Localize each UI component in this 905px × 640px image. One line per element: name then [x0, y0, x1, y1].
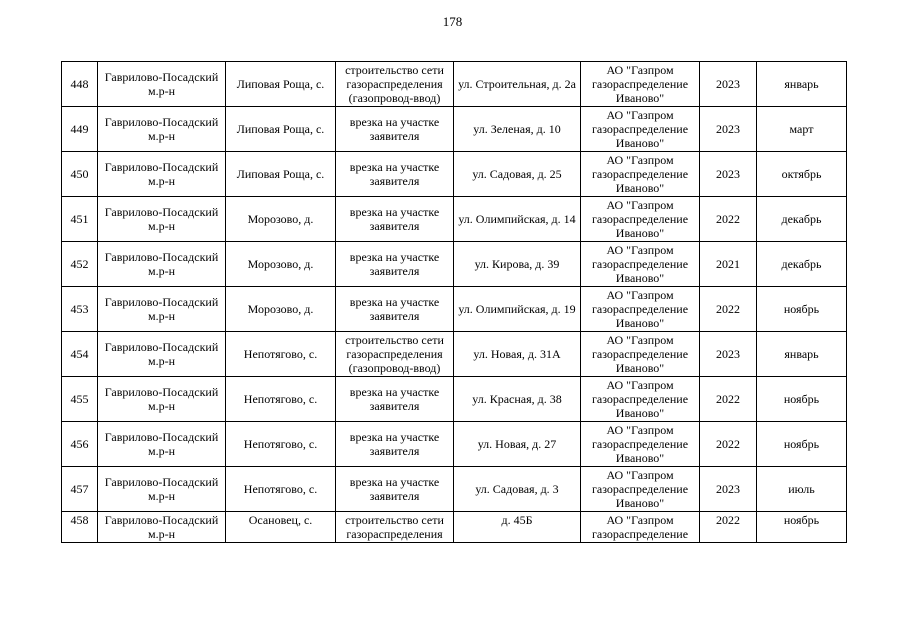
- year-cell: 2023: [700, 467, 757, 512]
- year-cell: 2023: [700, 62, 757, 107]
- year-cell: 2023: [700, 152, 757, 197]
- work-type-cell: врезка на участке заявителя: [336, 287, 454, 332]
- organization-cell: АО "Газпром газораспределение Иваново": [581, 152, 700, 197]
- row-number-cell: 451: [62, 197, 98, 242]
- gasification-table: [61, 61, 847, 543]
- year-cell: 2022: [700, 197, 757, 242]
- settlement-cell: Непотягово, с.: [226, 332, 336, 377]
- settlement-cell: Непотягово, с.: [226, 377, 336, 422]
- page-number: 178: [442, 14, 463, 29]
- organization-cell: АО "Газпром газораспределение Иваново": [581, 62, 700, 107]
- settlement-cell: Липовая Роща, с.: [226, 152, 336, 197]
- organization-cell: АО "Газпром газораспределение Иваново": [581, 332, 700, 377]
- table-row: [62, 512, 847, 543]
- settlement-cell: Липовая Роща, с.: [226, 107, 336, 152]
- table-row: [62, 467, 847, 512]
- organization-cell: АО "Газпром газораспределение Иваново": [581, 467, 700, 512]
- district-cell: Гаврилово-Посадский м.р-н: [98, 197, 226, 242]
- row-number-cell: 458: [62, 512, 98, 543]
- work-type-cell: врезка на участке заявителя: [336, 242, 454, 287]
- table-row: [62, 287, 847, 332]
- month-cell: январь: [757, 332, 847, 377]
- work-type-cell: врезка на участке заявителя: [336, 422, 454, 467]
- table-row: [62, 422, 847, 467]
- address-cell: ул. Садовая, д. 25: [454, 152, 581, 197]
- month-cell: ноябрь: [757, 377, 847, 422]
- address-cell: д. 45Б: [454, 512, 581, 543]
- month-cell: ноябрь: [757, 512, 847, 543]
- organization-cell: АО "Газпром газораспределение Иваново": [581, 422, 700, 467]
- year-cell: 2022: [700, 422, 757, 467]
- organization-cell: АО "Газпром газораспределение Иваново": [581, 242, 700, 287]
- district-cell: Гаврилово-Посадский м.р-н: [98, 377, 226, 422]
- row-number-cell: 456: [62, 422, 98, 467]
- address-cell: ул. Садовая, д. 3: [454, 467, 581, 512]
- work-type-cell: строительство сети газораспределения: [336, 512, 454, 543]
- year-cell: 2022: [700, 287, 757, 332]
- work-type-cell: врезка на участке заявителя: [336, 197, 454, 242]
- row-number-cell: 449: [62, 107, 98, 152]
- organization-cell: АО "Газпром газораспределение: [581, 512, 700, 543]
- organization-cell: АО "Газпром газораспределение Иваново": [581, 197, 700, 242]
- table-row: [62, 62, 847, 107]
- settlement-cell: Морозово, д.: [226, 242, 336, 287]
- month-cell: март: [757, 107, 847, 152]
- work-type-cell: врезка на участке заявителя: [336, 377, 454, 422]
- district-cell: Гаврилово-Посадский м.р-н: [98, 242, 226, 287]
- month-cell: декабрь: [757, 242, 847, 287]
- table-row: [62, 242, 847, 287]
- district-cell: Гаврилово-Посадский м.р-н: [98, 62, 226, 107]
- month-cell: декабрь: [757, 197, 847, 242]
- work-type-cell: врезка на участке заявителя: [336, 467, 454, 512]
- address-cell: ул. Олимпийская, д. 19: [454, 287, 581, 332]
- row-number-cell: 457: [62, 467, 98, 512]
- row-number-cell: 448: [62, 62, 98, 107]
- row-number-cell: 450: [62, 152, 98, 197]
- table-row: [62, 332, 847, 377]
- work-type-cell: строительство сети газораспределения (газопровод-ввод): [336, 332, 454, 377]
- row-number-cell: 452: [62, 242, 98, 287]
- address-cell: ул. Кирова, д. 39: [454, 242, 581, 287]
- district-cell: Гаврилово-Посадский м.р-н: [98, 422, 226, 467]
- settlement-cell: Осановец, с.: [226, 512, 336, 543]
- year-cell: 2021: [700, 242, 757, 287]
- row-number-cell: 454: [62, 332, 98, 377]
- settlement-cell: Морозово, д.: [226, 287, 336, 332]
- month-cell: ноябрь: [757, 422, 847, 467]
- settlement-cell: Липовая Роща, с.: [226, 62, 336, 107]
- work-type-cell: строительство сети газораспределения (газопровод-ввод): [336, 62, 454, 107]
- month-cell: январь: [757, 62, 847, 107]
- year-cell: 2023: [700, 332, 757, 377]
- row-number-cell: 455: [62, 377, 98, 422]
- work-type-cell: врезка на участке заявителя: [336, 152, 454, 197]
- district-cell: Гаврилово-Посадский м.р-н: [98, 467, 226, 512]
- district-cell: Гаврилово-Посадский м.р-н: [98, 152, 226, 197]
- address-cell: ул. Красная, д. 38: [454, 377, 581, 422]
- address-cell: ул. Строительная, д. 2а: [454, 62, 581, 107]
- district-cell: Гаврилово-Посадский м.р-н: [98, 287, 226, 332]
- settlement-cell: Морозово, д.: [226, 197, 336, 242]
- district-cell: Гаврилово-Посадский м.р-н: [98, 107, 226, 152]
- month-cell: июль: [757, 467, 847, 512]
- year-cell: 2023: [700, 107, 757, 152]
- address-cell: ул. Зеленая, д. 10: [454, 107, 581, 152]
- table-row: [62, 152, 847, 197]
- table-row: [62, 377, 847, 422]
- table-row: [62, 107, 847, 152]
- year-cell: 2022: [700, 512, 757, 543]
- organization-cell: АО "Газпром газораспределение Иваново": [581, 287, 700, 332]
- settlement-cell: Непотягово, с.: [226, 467, 336, 512]
- district-cell: Гаврилово-Посадский м.р-н: [98, 332, 226, 377]
- address-cell: ул. Новая, д. 27: [454, 422, 581, 467]
- year-cell: 2022: [700, 377, 757, 422]
- month-cell: октябрь: [757, 152, 847, 197]
- organization-cell: АО "Газпром газораспределение Иваново": [581, 377, 700, 422]
- organization-cell: АО "Газпром газораспределение Иваново": [581, 107, 700, 152]
- table-row: [62, 197, 847, 242]
- row-number-cell: 453: [62, 287, 98, 332]
- district-cell: Гаврилово-Посадский м.р-н: [98, 512, 226, 543]
- address-cell: ул. Новая, д. 31А: [454, 332, 581, 377]
- work-type-cell: врезка на участке заявителя: [336, 107, 454, 152]
- settlement-cell: Непотягово, с.: [226, 422, 336, 467]
- month-cell: ноябрь: [757, 287, 847, 332]
- address-cell: ул. Олимпийская, д. 14: [454, 197, 581, 242]
